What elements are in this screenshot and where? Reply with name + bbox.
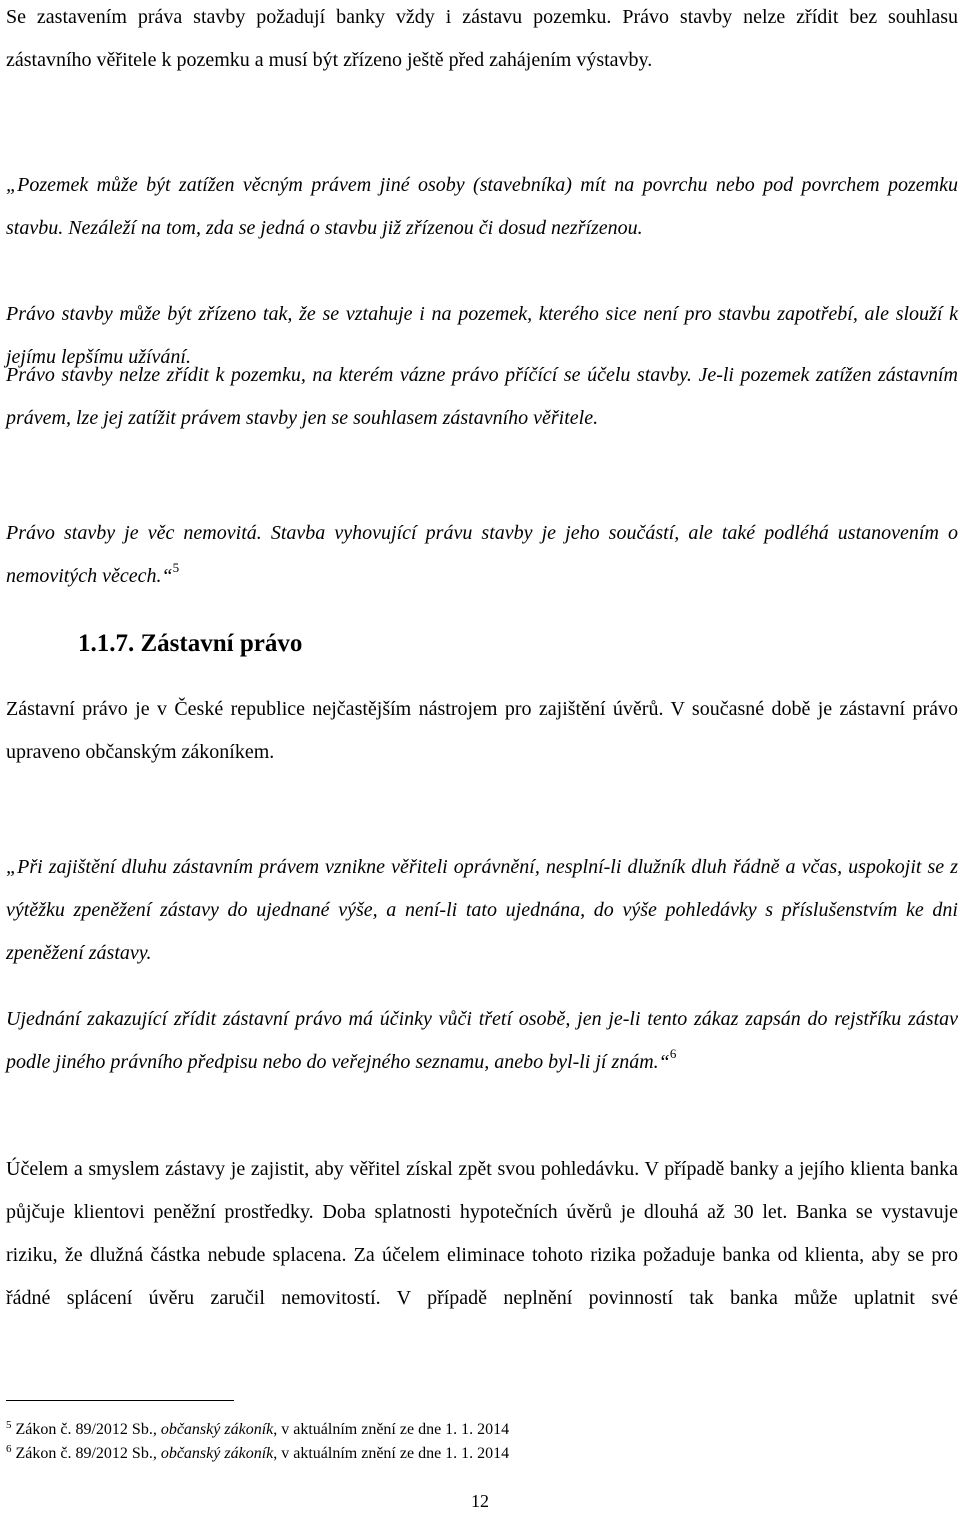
quote-building-right-4 — [6, 512, 958, 598]
paragraph-pledge-purpose — [6, 1148, 958, 1320]
paragraph-text: Se zastavením práva stavby požadují banky vždy i zástavu pozemku. Právo stavby nelze zřídit bez souhlasu zástavního věřitele k pozemku a musí být zřízeno ještě před zahájením výstavby. — [6, 6, 958, 71]
quote-text: Právo stavby nelze zřídit k pozemku, na kterém vázne právo příčící se účelu stavby. Je-li pozemek zatížen zástavním právem, lze jej zatížit právem stavby jen se souhlasem zástavního věřitele. — [6, 364, 958, 429]
paragraph-text: Zástavní právo je v České republice nejčastějším nástrojem pro zajištění úvěrů. V současné době je zástavní právo upraveno občanským zákoníkem. — [6, 698, 958, 763]
section-heading: 1.1.7. Zástavní právo — [78, 630, 303, 657]
quote-building-right-3 — [6, 354, 958, 440]
quote-building-right-1 — [6, 164, 958, 250]
footnote-6: $^6$ Zákon č. 89/2012 Sb., občanský zákoník, v aktuálním znění ze dne 1. 1. 2014 — [6, 1443, 510, 1462]
paragraph-building-right-pledge — [6, 0, 958, 82]
footnote-separator — [6, 1400, 234, 1401]
quote-text: Právo stavby je věc nemovitá. Stavba vyhovující právu stavby je jeho součástí, ale také podléhá ustanovením o nemovitých věcech.“ — [6, 522, 958, 587]
page-number: 12 — [471, 1491, 489, 1511]
quote-text: Ujednání zakazující zřídit zástavní právo má účinky vůči třetí osobě, jen je-li tento zákaz zapsán do rejstříku zástav podle jiného právního předpisu nebo do veřejného seznamu, anebo byl-li jí znám.“ — [6, 1008, 958, 1073]
quote-text: „Pozemek může být zatížen věcným právem jiné osoby (stavebníka) mít na povrchu nebo pod povrchem pozemku stavbu. Nezáleží na tom, zda se jedná o stavbu již zřízenou či dosud nezřízenou. — [6, 174, 958, 239]
footnote-ref: 5 — [172, 560, 180, 575]
quote-pledge-1 — [6, 846, 958, 975]
footnote-ref: 6 — [669, 1046, 677, 1061]
quote-text: „Při zajištění dluhu zástavním právem vznikne věřiteli oprávnění, nesplní-li dlužník dluh řádně a včas, uspokojit se z výtěžku zpeněžení zástavy do ujednané výše, a není-li tato ujednána, do výše pohledávky s příslušenstvím ke dni zpeněžení zástavy. — [6, 856, 958, 964]
paragraph-text: Účelem a smyslem zástavy je zajistit, aby věřitel získal zpět svou pohledávku. V případě banky a jejího klienta banka půjčuje klientovi peněžní prostředky. Doba splatnosti hypotečních úvěrů je dlouhá až 30 let. Banka se vystavuje riziku, že dlužná částka nebude splacena. Za účelem eliminace tohoto rizika požaduje banka od klienta, aby se pro řádné splácení úvěru zaručil nemovitostí. V případě neplnění povinností tak banka může uplatnit své — [6, 1158, 958, 1309]
quote-pledge-2 — [6, 998, 958, 1084]
paragraph-pledge-intro — [6, 688, 958, 774]
quote-text: Právo stavby může být zřízeno tak, že se vztahuje i na pozemek, kterého sice není pro stavbu zapotřebí, ale slouží k jejímu lepšímu užívání. — [6, 303, 958, 368]
footnote-5: $^5$ Zákon č. 89/2012 Sb., občanský zákoník, v aktuálním znění ze dne 1. 1. 2014 — [6, 1419, 510, 1438]
